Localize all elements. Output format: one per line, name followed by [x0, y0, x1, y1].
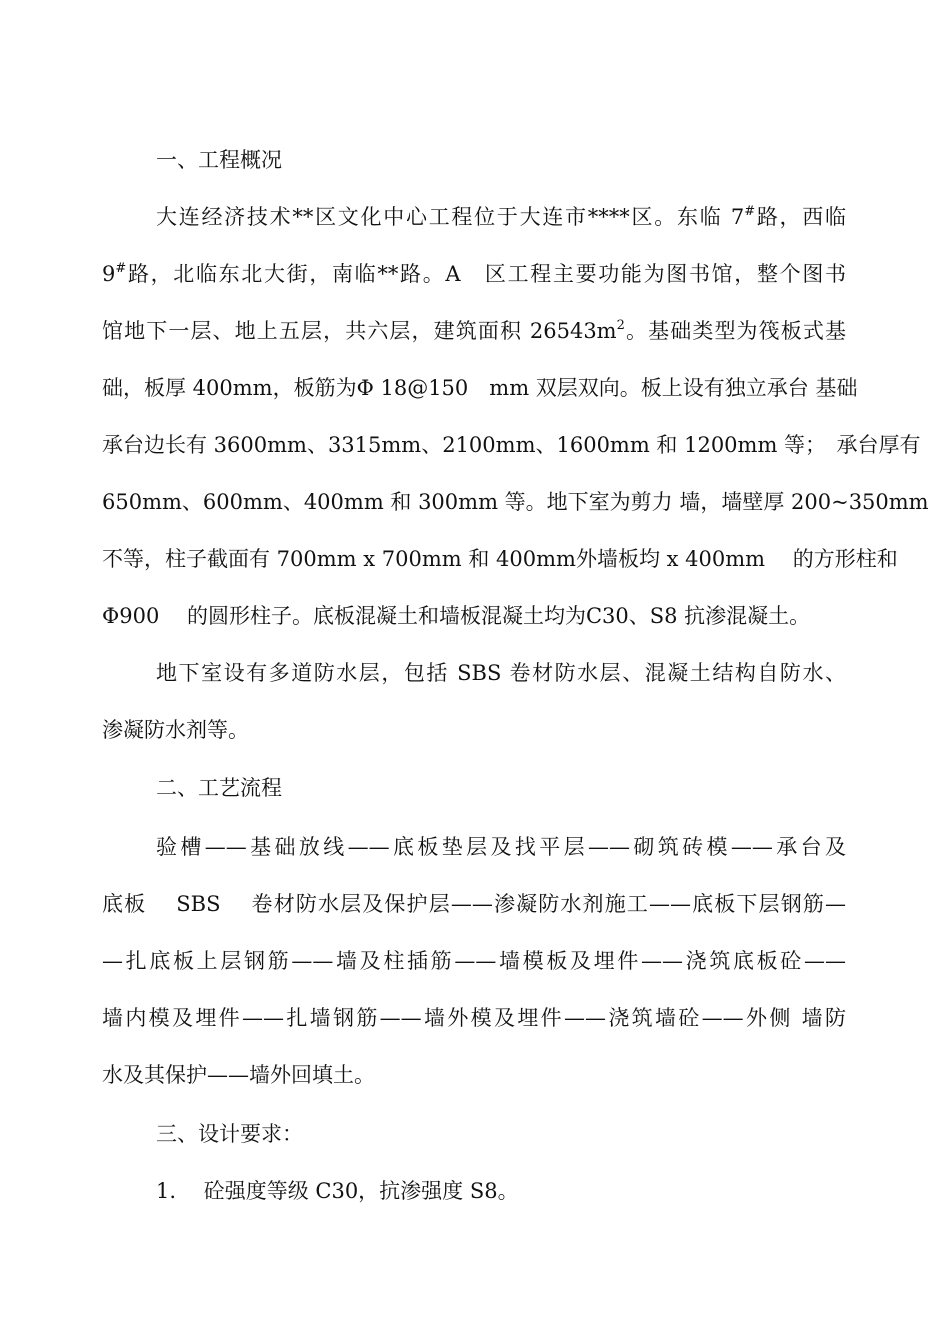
paragraph-line: 地下室设有多道防水层，包括 SBS 卷材防水层、混凝土结构自防水、 [156, 661, 846, 685]
paragraph-line: —扎底板上层钢筋——墙及柱插筋——墙模板及埋件——浇筑底板砼—— [102, 949, 846, 973]
paragraph-line: 渗凝防水剂等。 [102, 718, 249, 742]
paragraph-line: 承台边长有 3600mm、3315mm、2100mm、1600mm 和 1200mm 等； 承台厚有 [102, 433, 921, 457]
paragraph-line: 底板 SBS 卷材防水层及保护层——渗凝防水剂施工——底板下层钢筋— [102, 892, 846, 916]
section-heading-process: 二、工艺流程 [156, 776, 282, 800]
paragraph-line: 大连经济技术**区文化中心工程位于大连市****区。东临 7#路，西临 [156, 204, 846, 229]
paragraph-line: 不等，柱子截面有 700mm x 700mm 和 400mm外墙板均 x 400mm 的方形柱和 [102, 547, 898, 571]
paragraph-line: 9#路，北临东北大街，南临**路。A 区工程主要功能为图书馆，整个图书 [102, 261, 846, 286]
section-heading-design: 三、设计要求： [156, 1122, 303, 1146]
list-item: 1. 砼强度等级 C30，抗渗强度 S8。 [156, 1179, 519, 1203]
paragraph-line: 水及其保护——墙外回填土。 [102, 1063, 375, 1087]
paragraph-line: 650mm、600mm、400mm 和 300mm 等。地下室为剪力 墙，墙壁厚 200~350mm [102, 490, 929, 514]
paragraph-line: 馆地下一层、地上五层，共六层，建筑面积 $26543m^2$。基础类型为筏板式基 [102, 318, 846, 343]
paragraph-line: 验槽——基础放线——底板垫层及找平层——砌筑砖模——承台及 [156, 835, 846, 859]
paragraph-line: 础，板厚 400mm，板筋为Φ 18@150 mm 双层双向。板上设有独立承台 基础 [102, 376, 858, 400]
paragraph-line: 墙内模及埋件——扎墙钢筋——墙外模及埋件——浇筑墙砼——外侧 墙防 [102, 1006, 846, 1030]
section-heading-overview: 一、工程概况 [156, 148, 282, 172]
paragraph-line: Φ900 的圆形柱子。底板混凝土和墙板混凝土均为C30、S8 抗渗混凝土。 [102, 604, 811, 628]
